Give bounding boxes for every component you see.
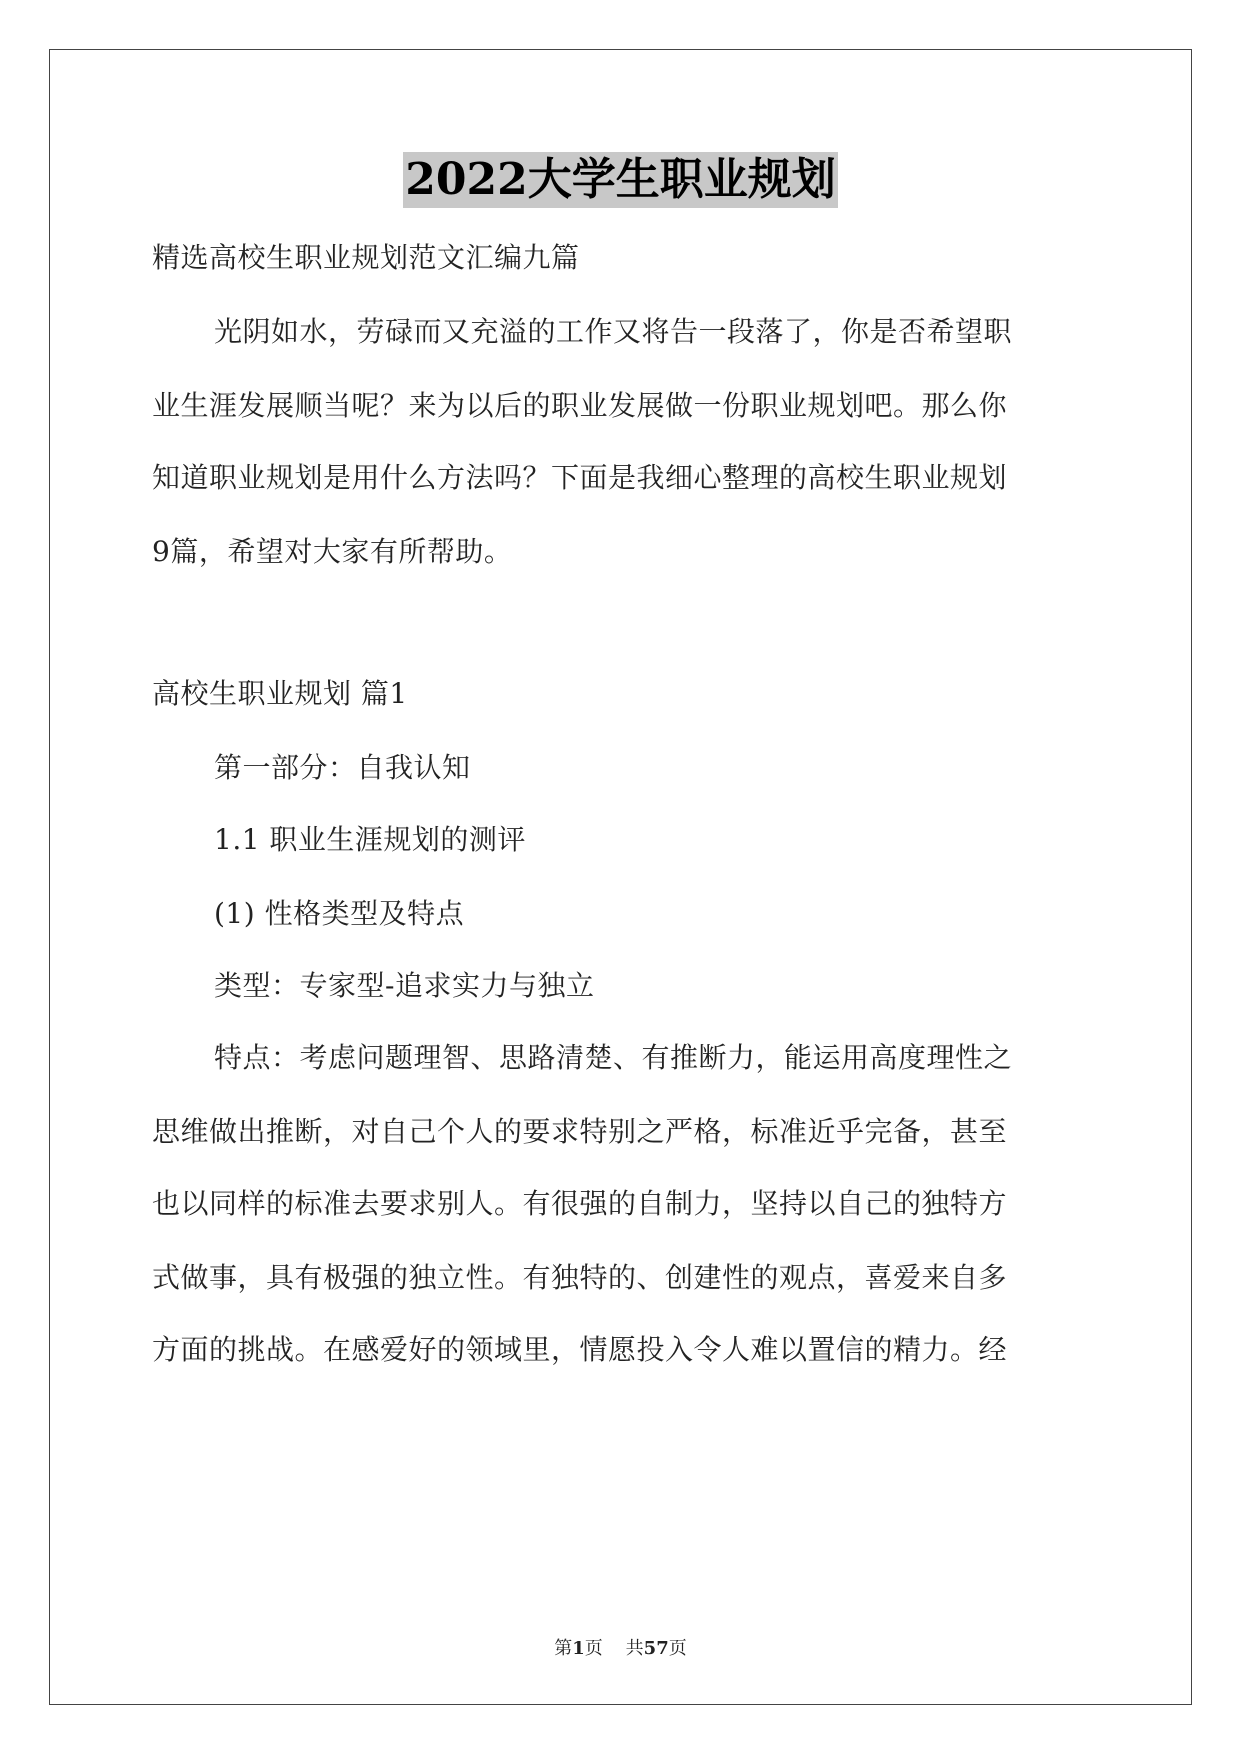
type-line: 类型：专家型-追求实力与独立	[214, 969, 595, 1002]
trait-line-3: 也以同样的标准去要求别人。有很强的自制力，坚持以自己的独特方	[152, 1187, 1008, 1220]
item-heading: (1) 性格类型及特点	[214, 897, 465, 930]
intro-line-2: 业生涯发展顺当呢？来为以后的职业发展做一份职业规划吧。那么你	[152, 389, 1008, 422]
footer-page-suffix: 页	[584, 1638, 603, 1659]
page-footer	[0, 1634, 1241, 1660]
footer-page-number: 1	[572, 1638, 585, 1659]
document-subtitle: 精选高校生职业规划范文汇编九篇	[152, 241, 580, 274]
part-heading: 第一部分：自我认知	[214, 751, 471, 784]
trait-line-5: 方面的挑战。在感爱好的领域里，情愿投入令人难以置信的精力。经	[152, 1333, 1008, 1366]
footer-total-prefix: 共	[625, 1638, 644, 1659]
intro-line-3: 知道职业规划是用什么方法吗？下面是我细心整理的高校生职业规划	[152, 461, 1008, 494]
trait-line-4: 式做事，具有极强的独立性。有独特的、创建性的观点，喜爱来自多	[152, 1261, 1008, 1294]
document-title: 2022大学生职业规划	[403, 152, 837, 208]
trait-line-1: 特点：考虑问题理智、思路清楚、有推断力，能运用高度理性之	[214, 1041, 1013, 1074]
footer-prefix: 第	[554, 1638, 573, 1659]
trait-line-2: 思维做出推断，对自己个人的要求特别之严格，标准近乎完备，甚至	[152, 1115, 1008, 1148]
section-heading: 高校生职业规划 篇1	[152, 677, 408, 710]
intro-line-1: 光阴如水，劳碌而又充溢的工作又将告一段落了，你是否希望职	[214, 315, 1013, 348]
subsection-heading: 1.1 职业生涯规划的测评	[214, 823, 526, 856]
title-container	[0, 152, 1241, 208]
page-border	[49, 49, 1192, 1705]
footer-total-suffix: 页	[668, 1638, 687, 1659]
intro-line-4: 9篇，希望对大家有所帮助。	[152, 535, 513, 568]
footer-total-pages: 57	[643, 1638, 669, 1659]
